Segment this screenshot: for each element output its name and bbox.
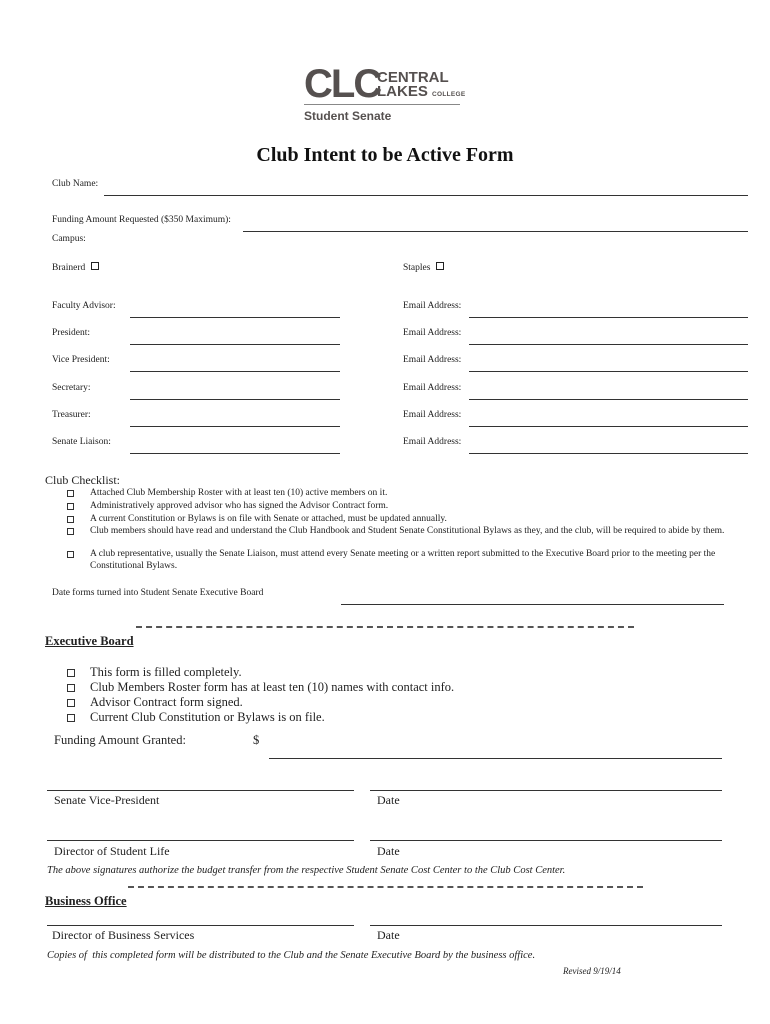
campus-label: Campus: xyxy=(52,234,86,244)
checklist-item xyxy=(67,488,727,500)
section-divider xyxy=(136,626,634,628)
executive-board-checkbox[interactable] xyxy=(67,699,75,707)
checklist-checkbox[interactable] xyxy=(67,490,74,497)
campus-staples-option[interactable] xyxy=(403,262,444,273)
funding-requested-label: Funding Amount Requested ($350 Maximum): xyxy=(52,215,231,225)
club-name-field[interactable] xyxy=(104,195,748,196)
business-services-label: Director of Business Services xyxy=(52,928,195,942)
checklist-item-text: A current Constitution or Bylaws is on file with Senate or attached, must be updated annually. xyxy=(90,514,447,524)
date-label: Date xyxy=(377,928,400,942)
logo-line-2-main: LAKES xyxy=(377,83,428,100)
senate-vp-date-line[interactable] xyxy=(370,790,722,791)
faculty-advisor-field[interactable] xyxy=(130,317,340,318)
senate-liaison-email-field[interactable] xyxy=(469,453,748,454)
campus-staples-label: Staples xyxy=(403,263,431,273)
vice-president-email-field[interactable] xyxy=(469,371,748,372)
campus-brainerd-option[interactable] xyxy=(52,262,99,273)
checklist-item-text: Administratively approved advisor who has signed the Advisor Contract form. xyxy=(90,501,389,511)
executive-board-heading: Executive Board xyxy=(45,634,134,648)
vice-president-field[interactable] xyxy=(130,371,340,372)
checklist-item-text: A club representative, usually the Senate Liaison, must attend every Senate meeting or a written report submitted to the Executive Board prior to the meeting per the Constitutional Bylaws. xyxy=(90,549,716,571)
treasurer-email-field[interactable] xyxy=(469,426,748,427)
officer-label-secretary: Secretary: xyxy=(52,383,91,393)
officer-label-treasurer: Treasurer: xyxy=(52,410,91,420)
executive-board-item-text: Club Members Roster form has at least ten (10) names with contact info. xyxy=(90,680,455,694)
secretary-email-field[interactable] xyxy=(469,399,748,400)
funding-requested-field[interactable] xyxy=(243,231,748,232)
checklist-item-text: Attached Club Membership Roster with at least ten (10) active members on it. xyxy=(90,488,388,498)
checklist-item-text: Club members should have read and understand the Club Handbook and Student Senate Constitutional Bylaws as they, and the club, will be required to abide by them. xyxy=(90,526,725,536)
date-turned-in-label: Date forms turned into Student Senate Executive Board xyxy=(52,588,264,598)
business-office-heading: Business Office xyxy=(45,894,127,908)
senate-liaison-field[interactable] xyxy=(130,453,340,454)
business-services-signature-line[interactable] xyxy=(47,925,354,926)
executive-board-item-text: This form is filled completely. xyxy=(90,665,242,679)
officer-label-vice-president: Vice President: xyxy=(52,355,110,365)
executive-board-item xyxy=(67,710,325,725)
student-life-date-line[interactable] xyxy=(370,840,722,841)
authorization-note: The above signatures authorize the budget transfer from the respective Student Senate Cost Center to the Club Cost Center. xyxy=(47,865,566,876)
logo-mark: CLC xyxy=(304,62,381,106)
executive-board-item-text: Current Club Constitution or Bylaws is on file. xyxy=(90,710,325,724)
faculty-advisor-email-field[interactable] xyxy=(469,317,748,318)
executive-board-checkbox[interactable] xyxy=(67,669,75,677)
checklist-checkbox[interactable] xyxy=(67,551,74,558)
senate-vp-label: Senate Vice-President xyxy=(54,793,160,807)
email-label: Email Address: xyxy=(403,383,462,393)
secretary-field[interactable] xyxy=(130,399,340,400)
student-life-signature-line[interactable] xyxy=(47,840,354,841)
date-label: Date xyxy=(377,793,400,807)
student-life-label: Director of Student Life xyxy=(54,844,170,858)
business-services-date-line[interactable] xyxy=(370,925,722,926)
logo-line-1: CENTRAL xyxy=(377,69,449,86)
distribution-note: Copies of this completed form will be distributed to the Club and the Senate Executive Board by the business office. xyxy=(47,950,536,961)
officer-label-faculty-advisor: Faculty Advisor: xyxy=(52,301,116,311)
checklist-item xyxy=(67,549,727,572)
funding-granted-label: Funding Amount Granted: xyxy=(54,733,186,747)
checklist-heading: Club Checklist: xyxy=(45,473,120,487)
email-label: Email Address: xyxy=(403,437,462,447)
logo-divider xyxy=(304,104,460,105)
executive-board-checkbox[interactable] xyxy=(67,714,75,722)
department-name: Student Senate xyxy=(304,109,392,123)
executive-board-item-text: Advisor Contract form signed. xyxy=(90,695,243,709)
section-divider xyxy=(128,886,643,888)
checklist-item xyxy=(67,514,727,526)
officer-label-senate-liaison: Senate Liaison: xyxy=(52,437,111,447)
logo-line-2 xyxy=(377,84,466,102)
logo-line-2-small: COLLEGE xyxy=(432,91,466,98)
brainerd-checkbox[interactable] xyxy=(91,262,99,270)
checklist-checkbox[interactable] xyxy=(67,516,74,523)
club-name-label: Club Name: xyxy=(52,179,99,189)
email-label: Email Address: xyxy=(403,355,462,365)
currency-symbol: $ xyxy=(253,733,260,747)
executive-board-item xyxy=(67,695,243,710)
executive-board-checkbox[interactable] xyxy=(67,684,75,692)
email-label: Email Address: xyxy=(403,301,462,311)
treasurer-field[interactable] xyxy=(130,426,340,427)
campus-brainerd-label: Brainerd xyxy=(52,263,86,273)
funding-granted-field[interactable] xyxy=(269,758,722,759)
executive-board-item xyxy=(67,665,242,680)
date-label: Date xyxy=(377,844,400,858)
checklist-item xyxy=(67,526,727,538)
date-turned-in-field[interactable] xyxy=(341,604,724,605)
revision-date: Revised 9/19/14 xyxy=(563,966,621,976)
executive-board-item xyxy=(67,680,454,695)
email-label: Email Address: xyxy=(403,410,462,420)
president-email-field[interactable] xyxy=(469,344,748,345)
officer-label-president: President: xyxy=(52,328,90,338)
checklist-checkbox[interactable] xyxy=(67,528,74,535)
president-field[interactable] xyxy=(130,344,340,345)
checklist-checkbox[interactable] xyxy=(67,503,74,510)
email-label: Email Address: xyxy=(403,328,462,338)
page-title: Club Intent to be Active Form xyxy=(256,144,514,166)
staples-checkbox[interactable] xyxy=(436,262,444,270)
senate-vp-signature-line[interactable] xyxy=(47,790,354,791)
checklist-item xyxy=(67,501,727,513)
